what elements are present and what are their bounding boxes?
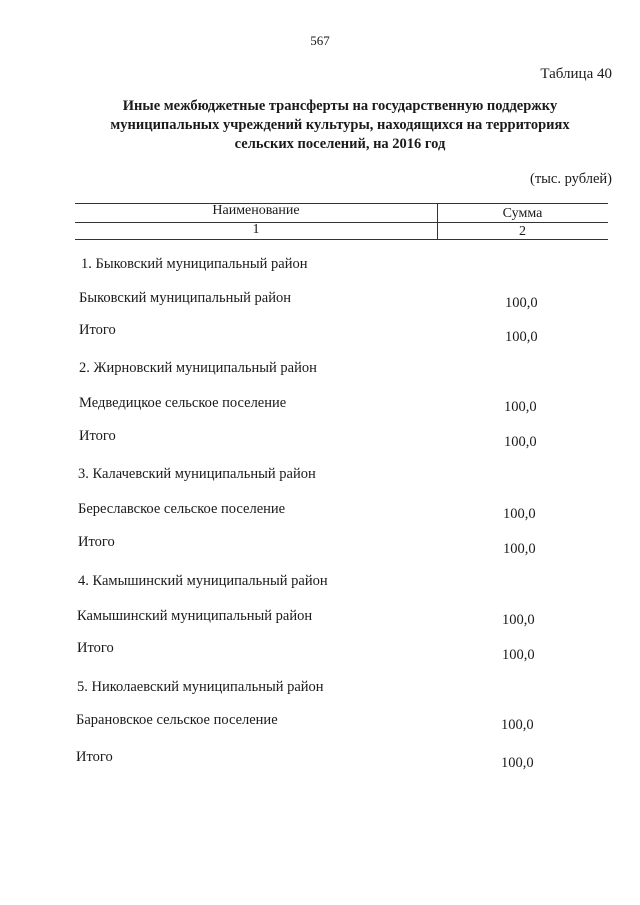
title-line-3: сельских поселений, на 2016 год (234, 136, 446, 152)
units-label: (тыс. рублей) (530, 171, 612, 187)
district-heading-3: 3. Калачевский муниципальный район (78, 466, 316, 482)
row-name: Медведицкое сельское поселение (79, 395, 287, 411)
row-total-value: 100,0 (504, 434, 537, 450)
page-number: 567 (310, 33, 330, 48)
document-title (60, 97, 620, 154)
row-value: 100,0 (505, 295, 538, 311)
header-sum: Сумма (502, 206, 543, 221)
row-total-label: Итого (78, 534, 115, 550)
row-value: 100,0 (503, 506, 536, 522)
header-col-1-number: 1 (252, 222, 260, 237)
district-heading-1: 1. Быковский муниципальный район (81, 256, 308, 272)
table-label: Таблица 40 (540, 66, 612, 82)
row-total-value: 100,0 (505, 329, 538, 345)
title-line-1: Иные межбюджетные трансферты на государственную поддержку (122, 98, 558, 114)
district-heading-5: 5. Николаевский муниципальный район (77, 679, 324, 695)
row-total-label: Итого (79, 428, 116, 444)
row-total-value: 100,0 (502, 647, 535, 663)
district-heading-4: 4. Камышинский муниципальный район (78, 573, 328, 589)
row-total-label: Итого (77, 640, 114, 656)
row-name: Быковский муниципальный район (79, 290, 291, 306)
row-value: 100,0 (504, 399, 537, 415)
row-total-value: 100,0 (501, 755, 534, 771)
row-value: 100,0 (502, 612, 535, 628)
row-total-value: 100,0 (503, 541, 536, 557)
row-name: Камышинский муниципальный район (77, 608, 313, 624)
row-name: Барановское сельское поселение (76, 712, 278, 728)
row-name: Береславское сельское поселение (78, 501, 286, 517)
row-value: 100,0 (501, 717, 534, 733)
header-name: Наименование (212, 203, 300, 218)
title-line-2: муниципальных учреждений культуры, находящихся на территориях (110, 117, 570, 133)
header-col-2-number: 2 (519, 224, 526, 239)
district-heading-2: 2. Жирновский муниципальный район (79, 360, 317, 376)
row-total-label: Итого (76, 749, 113, 765)
row-total-label: Итого (79, 322, 116, 338)
